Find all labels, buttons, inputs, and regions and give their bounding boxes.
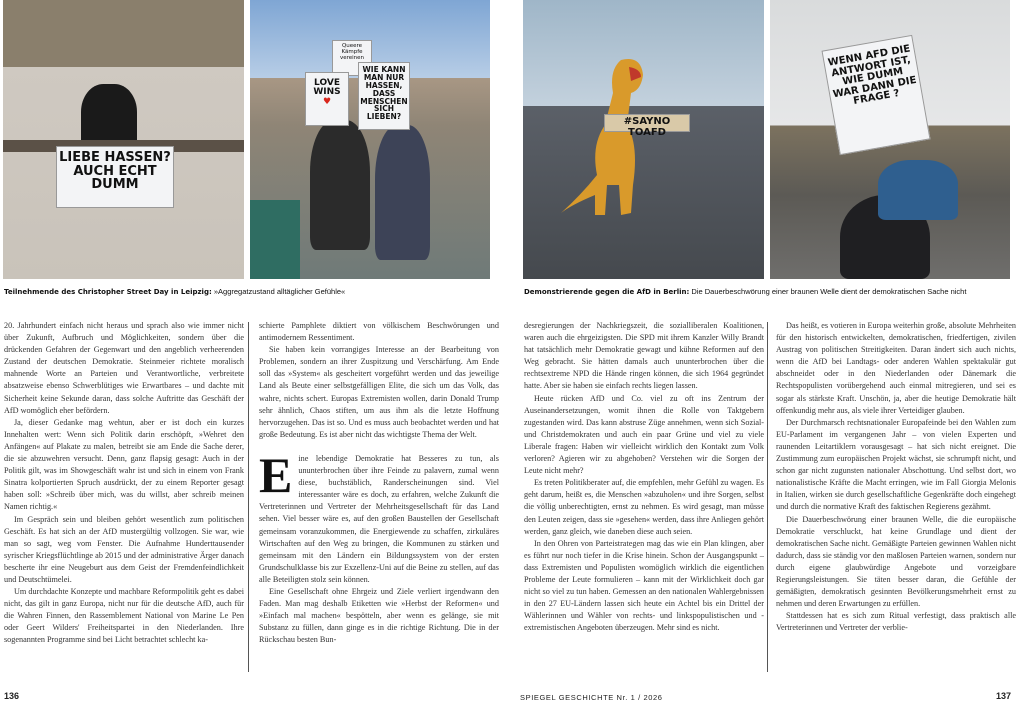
paragraph: Um durchdachte Konzepte und machbare Reformpolitik geht es dabei nicht, das gilt in ganz Europa, nicht nur für die deutsche AfD, auch für die Wahren Finnen, den Rassemblement National von Marine Le Pen oder Geert Wilders' Freiheitspartei in den Niederlanden. Ihre sogenannten Programme sind bei Licht betrachtet schlecht ka- [4, 587, 244, 645]
column-divider [767, 322, 768, 672]
photo-caption-left [4, 287, 345, 296]
paragraph: desregierungen der Nachkriegszeit, die sozialliberalen Koalitionen, waren auch die ehrgeizigsten. Die SPD mit ihrem Kanzler Willy Brandt hat tatsächlich mehr Demokratie gewagt und kühne Reformen auf den Weg gebracht. Sie hätten damals auch ununterbrochen über die rechtsextreme NPD die Hände ringen können, die sich 1964 gegründet hatte. Aber sie haben sie einfach rechts liegen lassen. [524, 321, 764, 391]
caption-right-text: Die Dauerbeschwörung einer braunen Welle dient der demokratischen Sache nicht [689, 287, 967, 296]
sign-wie-kann-man: WIE KANN MAN NUR HASSEN, DASS MENSCHEN SICH LIEBEN? [358, 62, 410, 130]
section-gap [259, 441, 499, 453]
article-column-4 [776, 320, 1016, 634]
paragraph: Ja, dieser Gedanke mag wehtun, aber er ist doch ein kurzes Innehalten wert: Wenn sich Politik darin erschöpft, »Wehret den Anfängen« auf Plakate zu malen, betreibt sie am Ende die Sache derer, die sie abzuwehren versucht. Denn, ganz flapsig gesagt: Auch in der Politik gilt, was im Showgeschäft wahr ist und sich in einem von Frank Sinatra kolportierten Spruch ausdrückt, der zu einem Reporter gesagt haben soll: »Schreib über mich, was du willst, aber schreib meinen Namen richtig.« [4, 417, 244, 512]
paragraph: schierte Pamphlete diktiert von völkischem Beschwörungen und antimodernem Ressentiment. [259, 321, 499, 343]
paragraph: 20. Jahrhundert einfach nicht heraus und sprach also wie immer nicht über Zukunft, Aufbruch und Möglichkeiten, sondern über die drückenden Gefahren der Gegenwart und den angeblich verheerenden Zustand der deutschen Demokratie. Steinmeier richtete moralisch mahnende Worte an Parteien und Verantwortliche, verbreitete absatzweise ebenso Schwerblütiges wie Erwartbares – und dachte mit Sicherheit keine Sekunde daran, dass solche Auftritte das Geschäft der AfD womöglich eher befördern. [4, 321, 244, 415]
article-column-2 [259, 320, 499, 646]
drop-cap: E [259, 446, 293, 503]
sign-love-wins-text: LOVE WINS [313, 78, 341, 98]
paragraph: Es treten Politikberater auf, die empfehlen, mehr Gefühl zu wagen. Es geht darum, heißt es, die Menschen »abzuholen« und ihre Sorgen, selbst die völlig unberechtigten, ernst zu nehmen. Es wird gesagt, man müsse den Leuten zeigen, dass sie »gesehen« werden, dass ihre Anliegen gehört werden, ganz gleich, wie daneben diese auch seien. [524, 478, 764, 536]
paragraph: Im Gespräch sein und bleiben gehört wesentlich zum politischen Geschäft. Es hat sich an der AfD mustergültig vollzogen. Sie war, wie man so sagt, weg vom Fenster. Die Aufnahme Hunderttausender syrischer Kriegsflüchtlinge ab 2015 und der administrative Ärger danach bescherte ihr eine Neugeburt aus dem Geist der Fremdenfeindlichkeit und Deutschtümelei. [4, 514, 244, 584]
paragraph: In den Ohren von Parteistrategen mag das wie ein Plan klingen, aber es führt nur noch tiefer in die Krise hinein. Schon der Ausgangspunkt – dass Extremisten und Populisten womöglich wirklich die eigentlichen Probleme der Leute formulieren – kann mit der Wirklichkeit doch gar nicht so viel zu tun haben. Gemessen an den nationalen Wahlergebnissen in den 27 EU-Ländern lassen sich heute ein Achtel bis ein Drittel der Wählerinnen und Wähler von rechts- und linkspopulistischen und -extremistischen Angeboten überzeugen. Mehr sind es nicht. [524, 538, 764, 633]
paragraph: Der Durchmarsch rechtsnationaler Europafeinde bei den Wahlen zum EU-Parlament im vergangenen Jahr – von vielen Experten und raunenden Leitartiklern vorausgesagt – hat sich nicht ereignet. Die Zustimmung zum europäischen Projekt wächst, sie schrumpft nicht, und schon gar nicht zugunsten nationaler Abschottung. Und selbst dort, wo nationalistische Kräfte die Macht erringen, wie im Fall Giorgia Melonis in Italien, wirken sie durch gesellschaftliche Gegenkräfte doch eingehegt und durch die normative Kraft des faktischen Regierens gezähmt. [776, 417, 1016, 512]
caption-left-text: »Aggregatzustand alltäglicher Gefühle« [211, 287, 346, 296]
protester-figure [310, 120, 370, 250]
paragraph: Eine Gesellschaft ohne Ehrgeiz und Ziele verliert irgendwann den Faden. Man mag deshalb Etiketten wie »Herbst der Reformen« und »Einfach mal machen« bespötteln, aber wenn es gelänge, sie mit Substanz zu füllen, dann ginge es in die richtige Richtung. Die in der Rückschau besten Bun- [259, 586, 499, 645]
sign-queere-kaempfe: Queere Kämpfe vereinen [332, 40, 372, 76]
bike-lane [250, 200, 300, 279]
paragraph-with-dropcap [259, 446, 499, 586]
article-column-3 [524, 320, 764, 634]
photo-caption-right [524, 287, 966, 296]
dinosaur-costume-figure [561, 55, 661, 225]
column-divider [248, 322, 249, 672]
sign-wenn-afd-die-antwort: WENN AFD DIE ANTWORT IST, WIE DUMM WAR DANN DIE FRAGE ? [821, 35, 930, 155]
page-number-right: 137 [996, 691, 1012, 701]
camera-person-figure [878, 160, 958, 220]
heart-icon: ♥ [322, 96, 332, 107]
paragraph: Die Dauerbeschwörung einer braunen Welle, die die europäische Demokratie verschluckt, hat keine Grundlage und dient der demokratischen Sache nicht. Gemäßigte Parteien gewinnen Wahlen nicht dadurch, dass sie ständig vor den maßlosen Parteien warnen, sondern nur durch eigene glaubwürdige Angebote und vorzeigbare Regierungsleistungen. Sie täten besser daran, die Gefühle der gemäßigten, demokratisch gesinnten Bevölkerungsmehrheit ernst zu nehmen und deren Erwartungen zu erfüllen. [776, 514, 1016, 609]
article-column-1 [4, 320, 244, 647]
magazine-issue: SPIEGEL GESCHICHTE Nr. 1 / 2026 [520, 693, 663, 702]
sign-love-wins [305, 72, 349, 126]
paragraph: Das heißt, es votieren in Europa weiterhin große, absolute Mehrheiten für den historisch entwickelten, demokratischen, friedfertigen, zivilen Austrag von politischen Streitigkeiten. Daran ändert sich auch nichts, wenn die AfD bei Landtags- oder anderen Wahlen spektakulär gut abschneidet oder in den Niederlanden oder Dänemark die Rechtspopulisten vorübergehend auch einmal mitregieren, und sei es sogar als stärkste Kraft. Unschön, ja, aber die heutige Demokratie hält offenkundig mehr aus, als viele ihrer Verteidiger glauben. [776, 321, 1016, 415]
paragraph: Sie haben kein vorrangiges Interesse an der Bearbeitung von Problemen, sondern an ihrer Zuspitzung und Verschärfung. Am Ende soll das »System« als gescheitert vorgeführt werden und das jeweilige Land als Beute einer selbstgefälligen Elite, die sich um das Volk, das wahre, nichts schert. Europas Extremisten wollen, darin Donald Trump sehr ähnlich, Chaos stiften, um aus ihm als die letzte Hoffnung hervorzugehen. Das ist so. Und es muss auch beobachtet werden und hat große Bedeutung. Es ist aber nicht das wichtigste Thema der Welt. [259, 345, 499, 439]
photo-berlin-dino-protest [523, 0, 764, 279]
caption-left-bold: Teilnehmende des Christopher Street Day in Leipzig: [4, 288, 212, 296]
paragraph: Heute rücken AfD und Co. viel zu oft ins Zentrum der Auseinandersetzungen, womit ihnen die Rolle von Taktgebern zugestanden wird. Das kann abstruse Züge annehmen, wenn sich Sozial- und Christdemokraten und auch ein paar Grüne und viel zu viele Liberale fragen: Haben wir vielleicht wirklich den Kontakt zum Volk verloren? Agieren wir zu abgehoben? Verstehen wir die Sorgen der Leute nicht mehr? [524, 393, 764, 476]
dropcap-paragraph-text: ine lebendige Demokratie hat Besseres zu tun, als ununterbrochen über ihre Feinde zu palavern, zumal wenn diese, buchstäblich, Randerscheinungen sind. Viel interessanter wäre es doch, zu erfahren, welche Zukunft die Vertreterinnen und Vertreter der Mehrheitsgesellschaft für das Land sehen. Viel besser wäre es, auf den großen Baustellen der Gesellschaft gemeinsam voranzukommen, die Energiewende zu schaffen, zirkuläres Wirtschaften auf den Weg zu bringen, die Kommunen zu stärken und gemeinsam mit den Ländern ein Bildungssystem von der ersten Grundschulklasse bis zur Exzellenz-Uni auf die Beine zu stellen, auf das alle Beteiligten stolz sein können. [259, 453, 499, 584]
protester-figure [375, 125, 430, 260]
page-number-left: 136 [4, 691, 20, 701]
sign-liebe-hassen: LIEBE HASSEN? AUCH ECHT DUMM [56, 146, 174, 208]
sign-say-no-to-afd: #SAYNO TOAFD [604, 114, 690, 132]
paragraph: Stattdessen hat es sich zum Ritual verfestigt, dass praktisch alle Vertreterinnen und Vertreter der verblie- [776, 611, 1016, 633]
caption-right-bold: Demonstrierende gegen die AfD in Berlin: [524, 288, 690, 296]
photo-csd-leipzig-sitting-person [3, 0, 244, 279]
